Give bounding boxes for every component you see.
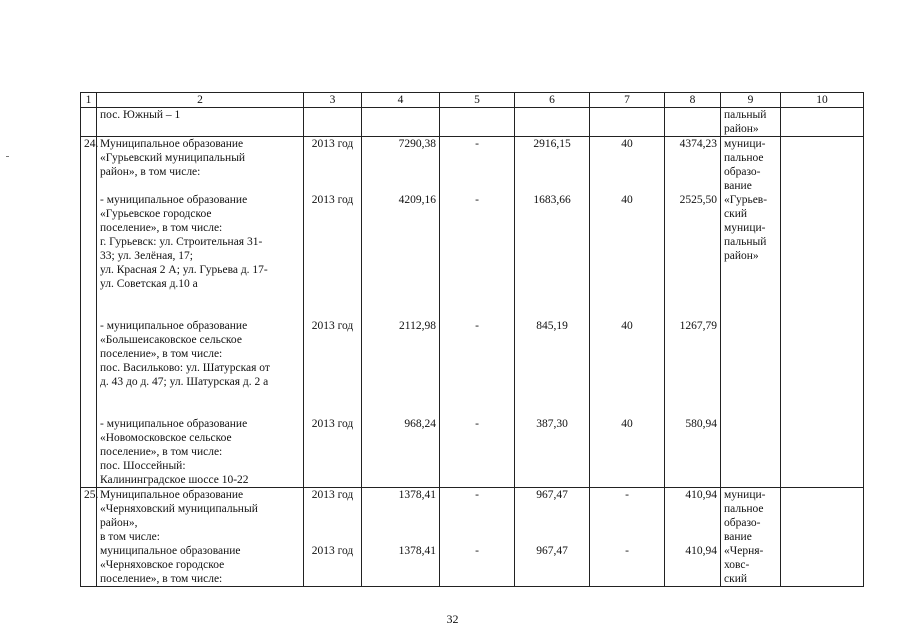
spacer (668, 249, 717, 263)
spacer (443, 375, 511, 389)
spacer (443, 249, 511, 263)
spacer (307, 305, 358, 319)
spacer (307, 530, 358, 544)
value: - (625, 545, 629, 557)
col-header: 3 (304, 93, 362, 108)
spacer (307, 179, 358, 193)
spacer (593, 263, 661, 277)
spacer (518, 207, 586, 221)
description-line: «Гурьевский муниципальный (100, 152, 246, 164)
spacer (668, 277, 717, 291)
spacer (365, 249, 436, 263)
spacer (668, 165, 717, 179)
description-line: ул. Советская д.10 а (100, 278, 198, 290)
spacer (443, 179, 511, 193)
value: 40 (621, 418, 633, 430)
spacer (365, 375, 436, 389)
col-header: 10 (781, 93, 864, 108)
column-number-row (81, 93, 864, 108)
spacer (365, 291, 436, 305)
spacer (365, 207, 436, 221)
value: 4209,16 (398, 194, 436, 206)
col5-cell (440, 137, 515, 488)
spacer (593, 151, 661, 165)
spacer (443, 221, 511, 235)
description-line: - муниципальное образование (100, 194, 248, 206)
spacer (518, 263, 586, 277)
value: 967,47 (536, 489, 568, 501)
description-line: пос. Южный – 1 (100, 109, 181, 121)
value: 845,19 (536, 320, 568, 332)
value: - (475, 138, 479, 150)
spacer (307, 165, 358, 179)
description-line: г. Гурьевск: ул. Строительная 31- (100, 236, 263, 248)
description-line: Калининградское шоссе 10-22 (100, 474, 249, 486)
spacer (307, 347, 358, 361)
spacer (593, 530, 661, 544)
spacer (307, 502, 358, 516)
spacer (307, 151, 358, 165)
spacer (307, 333, 358, 347)
responsible-line: «Гурьев- (724, 194, 768, 206)
col6-cell (515, 108, 590, 137)
col3-cell (304, 137, 362, 488)
responsible-line: образо- (724, 166, 761, 178)
value: 410,94 (685, 489, 717, 501)
spacer (100, 403, 300, 417)
value: 1378,41 (398, 489, 436, 501)
spacer (443, 151, 511, 165)
spacer (593, 333, 661, 347)
spacer (593, 516, 661, 530)
responsible-cell (721, 137, 781, 488)
value: 2013 год (311, 418, 354, 430)
spacer (307, 263, 358, 277)
spacer (518, 389, 586, 403)
spacer (365, 151, 436, 165)
spacer (365, 179, 436, 193)
spacer (593, 249, 661, 263)
description-cell (97, 488, 304, 587)
spacer (518, 375, 586, 389)
spacer (593, 305, 661, 319)
col6-cell (515, 137, 590, 488)
description-line: район», в том числе: (100, 166, 201, 178)
responsible-line: муници- (724, 489, 766, 501)
value: 968,24 (404, 418, 436, 430)
spacer (307, 516, 358, 530)
col5-cell (440, 488, 515, 587)
spacer (518, 165, 586, 179)
description-line: 33; ул. Зелёная, 17; (100, 250, 194, 262)
responsible-line: ховс- (724, 559, 750, 571)
spacer (593, 389, 661, 403)
responsible-cell (721, 108, 781, 137)
responsible-line: вание (724, 531, 752, 543)
spacer (518, 333, 586, 347)
description-line: «Черняховское городское (100, 559, 225, 571)
col8-cell (665, 108, 721, 137)
description-line: «Большеисаковское сельское (100, 334, 242, 346)
responsible-line: муници- (724, 222, 766, 234)
responsible-line: район» (724, 123, 759, 135)
description-line: - муниципальное образование (100, 418, 248, 430)
description-line: Муниципальное образование (100, 138, 244, 150)
value: 410,94 (685, 545, 717, 557)
spacer (100, 389, 300, 403)
col-header: 5 (440, 93, 515, 108)
spacer (443, 277, 511, 291)
value: 2013 год (311, 489, 354, 501)
value: 2916,15 (533, 138, 571, 150)
responsible-line: ский (724, 573, 747, 585)
spacer (593, 207, 661, 221)
description-line: «Черняховский муниципальный (100, 503, 258, 515)
row-number: 25. (81, 488, 97, 587)
value: 1378,41 (398, 545, 436, 557)
col3-cell (304, 108, 362, 137)
spacer (668, 530, 717, 544)
spacer (443, 333, 511, 347)
responsible-line: муници- (724, 138, 766, 150)
spacer (307, 361, 358, 375)
description-line: пос. Шоссейный: (100, 460, 186, 472)
value: 580,94 (685, 418, 717, 430)
value: 2013 год (311, 320, 354, 332)
value: 2112,98 (399, 320, 436, 332)
description-cell (97, 137, 304, 488)
spacer (593, 179, 661, 193)
spacer (365, 235, 436, 249)
spacer (668, 221, 717, 235)
table-row (81, 108, 864, 137)
spacer (593, 502, 661, 516)
description-line: д. 43 до д. 47; ул. Шатурская д. 2 а (100, 376, 269, 388)
description-line: ул. Красная 2 А; ул. Гурьева д. 17- (100, 264, 268, 276)
spacer (518, 179, 586, 193)
spacer (443, 235, 511, 249)
spacer (365, 221, 436, 235)
spacer (593, 221, 661, 235)
spacer (668, 389, 717, 403)
spacer (668, 179, 717, 193)
col5-cell (440, 108, 515, 137)
responsible-line: пальное (724, 152, 764, 164)
data-table (80, 92, 864, 587)
spacer (307, 389, 358, 403)
description-line: район», (100, 517, 138, 529)
col4-cell (362, 108, 440, 137)
value: 2013 год (311, 194, 354, 206)
responsible-line: «Черня- (724, 545, 764, 557)
spacer (443, 502, 511, 516)
responsible-line: пальный (724, 109, 767, 121)
spacer (443, 165, 511, 179)
value: 4374,23 (679, 138, 717, 150)
table-row (81, 137, 864, 488)
col-header: 6 (515, 93, 590, 108)
responsible-line: пальное (724, 503, 764, 515)
spacer (668, 305, 717, 319)
responsible-cell (721, 488, 781, 587)
spacer (365, 333, 436, 347)
spacer (307, 207, 358, 221)
spacer (100, 179, 300, 193)
col8-cell (665, 488, 721, 587)
spacer (365, 305, 436, 319)
value: 2013 год (311, 138, 354, 150)
col7-cell (590, 488, 665, 587)
spacer (443, 516, 511, 530)
spacer (668, 235, 717, 249)
description-line: пос. Васильково: ул. Шатурская от (100, 362, 270, 374)
value: 1683,66 (533, 194, 571, 206)
spacer (365, 389, 436, 403)
value: 1267,79 (679, 320, 717, 332)
spacer (518, 277, 586, 291)
spacer (307, 375, 358, 389)
value: - (475, 320, 479, 332)
spacer (365, 516, 436, 530)
spacer (668, 151, 717, 165)
spacer (518, 347, 586, 361)
responsible-line: район» (724, 250, 759, 262)
col7-cell (590, 108, 665, 137)
description-line: поселение», в том числе: (100, 348, 223, 360)
col8-cell (665, 137, 721, 488)
value: - (475, 418, 479, 430)
description-line: муниципальное образование (100, 545, 241, 557)
spacer (307, 291, 358, 305)
col-header: 7 (590, 93, 665, 108)
spacer (443, 389, 511, 403)
spacer (365, 347, 436, 361)
spacer (593, 347, 661, 361)
spacer (593, 375, 661, 389)
responsible-line: образо- (724, 517, 761, 529)
spacer (443, 263, 511, 277)
col-header: 1 (81, 93, 97, 108)
spacer (518, 305, 586, 319)
description-line: поселение», в том числе: (100, 222, 223, 234)
spacer (668, 403, 717, 417)
row-number (81, 108, 97, 137)
spacer (443, 347, 511, 361)
spacer (100, 305, 300, 319)
col4-cell (362, 488, 440, 587)
spacer (443, 291, 511, 305)
description-line: «Гурьевское городское (100, 208, 212, 220)
spacer (518, 249, 586, 263)
value: 967,47 (536, 545, 568, 557)
page-number: 32 (446, 612, 459, 626)
spacer (365, 361, 436, 375)
spacer (593, 165, 661, 179)
row-number: 24. (81, 137, 97, 488)
responsible-line: пальный (724, 236, 767, 248)
spacer (443, 530, 511, 544)
value: - (475, 194, 479, 206)
spacer (668, 291, 717, 305)
col7-cell (590, 137, 665, 488)
spacer (443, 403, 511, 417)
note-cell (781, 488, 864, 587)
spacer (518, 403, 586, 417)
description-line: - муниципальное образование (100, 320, 248, 332)
table-row (81, 488, 864, 587)
spacer (307, 235, 358, 249)
spacer (518, 221, 586, 235)
value: 7290,38 (398, 138, 436, 150)
spacer (443, 305, 511, 319)
value: - (475, 545, 479, 557)
description-line: «Новомосковское сельское (100, 432, 232, 444)
spacer (307, 221, 358, 235)
col-header: 2 (97, 93, 304, 108)
spacer (518, 516, 586, 530)
spacer (668, 361, 717, 375)
spacer (668, 207, 717, 221)
responsible-line: ский (724, 208, 747, 220)
spacer (668, 516, 717, 530)
value: - (625, 489, 629, 501)
spacer (365, 165, 436, 179)
spacer (365, 502, 436, 516)
spacer (593, 361, 661, 375)
spacer (307, 277, 358, 291)
spacer (443, 361, 511, 375)
col6-cell (515, 488, 590, 587)
value: 40 (621, 320, 633, 332)
value: 2525,50 (679, 194, 717, 206)
responsible-line: вание (724, 180, 752, 192)
spacer (593, 403, 661, 417)
spacer (443, 207, 511, 221)
margin-mark (6, 156, 9, 157)
spacer (668, 333, 717, 347)
description-cell (97, 108, 304, 137)
spacer (668, 263, 717, 277)
spacer (518, 235, 586, 249)
note-cell (781, 108, 864, 137)
col-header: 9 (721, 93, 781, 108)
description-line: поселение», в том числе: (100, 446, 223, 458)
spacer (307, 249, 358, 263)
spacer (518, 151, 586, 165)
spacer (593, 277, 661, 291)
spacer (365, 403, 436, 417)
col3-cell (304, 488, 362, 587)
spacer (365, 530, 436, 544)
spacer (100, 291, 300, 305)
value: 387,30 (536, 418, 568, 430)
value: 2013 год (311, 545, 354, 557)
spacer (668, 375, 717, 389)
col4-cell (362, 137, 440, 488)
description-line: в том числе: (100, 531, 160, 543)
description-line: Муниципальное образование (100, 489, 244, 501)
value: 40 (621, 138, 633, 150)
spacer (518, 530, 586, 544)
description-line: поселение», в том числе: (100, 573, 223, 585)
spacer (593, 291, 661, 305)
spacer (668, 347, 717, 361)
spacer (518, 291, 586, 305)
value: 40 (621, 194, 633, 206)
spacer (365, 277, 436, 291)
note-cell (781, 137, 864, 488)
value: - (475, 489, 479, 501)
spacer (518, 502, 586, 516)
col-header: 4 (362, 93, 440, 108)
spacer (307, 403, 358, 417)
col-header: 8 (665, 93, 721, 108)
spacer (593, 235, 661, 249)
spacer (518, 361, 586, 375)
spacer (668, 502, 717, 516)
spacer (365, 263, 436, 277)
